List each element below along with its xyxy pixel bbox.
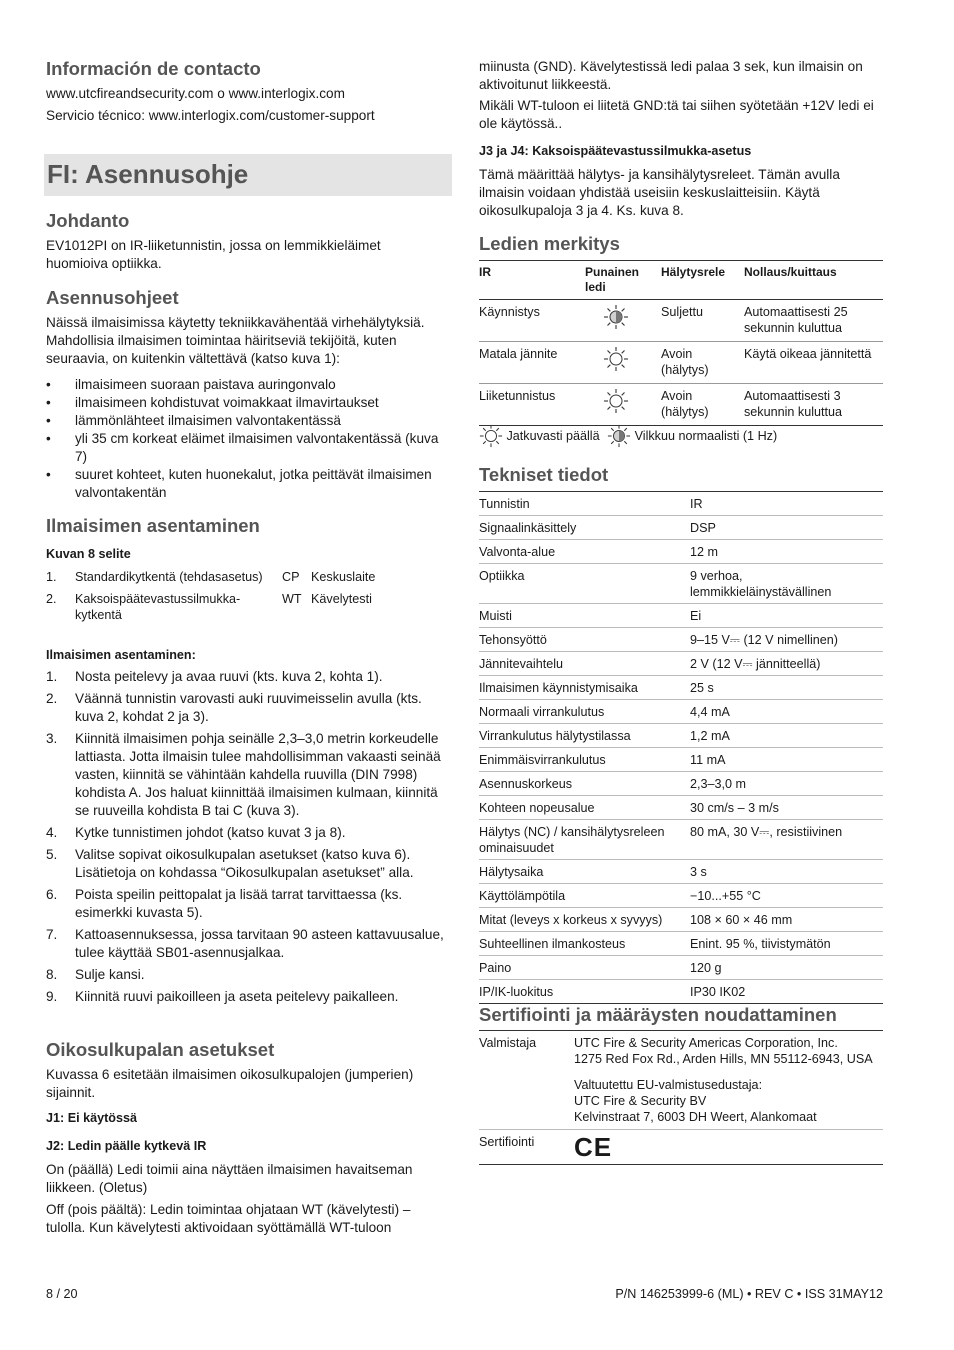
table-row <box>479 980 883 1004</box>
mounting-heading: Ilmaisimen asentaminen <box>46 515 260 536</box>
table-row <box>479 908 883 932</box>
table-row <box>479 932 883 956</box>
table-row <box>479 652 883 676</box>
table-row <box>479 796 883 820</box>
manufacturer-address: 1275 Red Fox Rd., Arden Hills, MN 55112-6943, USA <box>574 1052 873 1066</box>
table-row: Matala jännite Avoin (hälytys) Käytä oikeaa jännitettä <box>479 342 883 384</box>
continued-text: miinusta (GND). Kävelytestissä ledi palaa 3 sek, kun ilmaisin on aktivoitunut liikkeestä. <box>479 59 863 92</box>
spec-label: Kohteen nopeusalue <box>479 796 690 820</box>
spec-label: Normaali virrankulutus <box>479 700 690 724</box>
list-item: 7. Kattoasennuksessa, jossa tarvitaan 90 asteen kattavuusalue, tulee käyttää SB01-asennusjalkaa. <box>46 927 444 960</box>
legend-steady-label: Jatkuvasti päällä <box>506 429 600 443</box>
spec-label: Mitat (leveys x korkeus x syvyys) <box>479 908 690 932</box>
intro-text: EV1012PI on IR-liiketunnistin, jossa on lemmikkieläimet huomioiva optiikka. <box>46 238 381 271</box>
mounting-steps <box>46 668 452 1006</box>
spec-value: 120 g <box>690 956 883 980</box>
spec-value: 9 verhoa, lemmikkieläinystävällinen <box>690 564 883 604</box>
j2-on-text: On (päällä) Ledi toimii aina näyttäen ilmaisimen havaitseman liikkeen. (Oletus) <box>46 1162 413 1195</box>
eu-rep-address: Kelvinstraat 7, 6003 DH Weert, Alankomaat <box>574 1110 817 1124</box>
spec-value: 9–15 V⎓ (12 V nimellinen) <box>690 628 883 652</box>
steady-sun-icon <box>479 424 503 448</box>
spec-label: Suhteellinen ilmankosteus <box>479 932 690 956</box>
blinking-sun-icon <box>603 304 629 330</box>
spec-value: 80 mA, 30 V⎓, resistiivinen <box>690 820 883 860</box>
j1-title: J1: Ei käytössä <box>46 1111 138 1125</box>
spec-label: IP/IK-luokitus <box>479 980 690 1004</box>
table-row <box>479 516 883 540</box>
spec-value: 12 m <box>690 540 883 564</box>
spec-label: Valvonta-alue <box>479 540 690 564</box>
spec-value: Enint. 95 %, tiivistymätön <box>690 932 883 956</box>
table-row <box>479 820 883 860</box>
table-row <box>479 724 883 748</box>
list-item: 5. Valitse sopivat oikosulkupalan asetukset (katso kuva 6). Lisätietoja on kohdassa “Oikosulkupalan asetukset” alla. <box>46 847 414 880</box>
specs-table <box>479 491 883 1004</box>
jumpers-text: Kuvassa 6 esitetään ilmaisimen oikosulkupalojen (jumperien) sijainnit. <box>46 1067 414 1100</box>
spec-value: 3 s <box>690 860 883 884</box>
spec-value: IR <box>690 492 883 516</box>
cert-heading: Sertifiointi ja määräysten noudattaminen <box>479 1004 837 1025</box>
table-row <box>479 860 883 884</box>
legend-title: Kuvan 8 selite <box>46 547 131 561</box>
list-item: • lämmönlähteet ilmaisimen valvontakentässä <box>46 413 341 428</box>
continued-text-2: Mikäli WT-tuloon ei liitetä GND:tä tai siihen syötetään +12V ledi ei ole käytössä.. <box>479 98 874 131</box>
guidelines-text: Näissä ilmaisimissa käytetty tekniikkavähentää virhehälytyksiä. Mahdollisia ilmaisimen toimintaa häiritseviä tekijöitä, kuten seuraavia, on kuitenkin vältettävä (katso kuva 1): <box>46 315 425 366</box>
steady-sun-icon <box>603 388 629 414</box>
guidelines-heading: Asennusohjeet <box>46 287 179 308</box>
list-item: 8. Sulje kansi. <box>46 967 145 982</box>
steps-title: Ilmaisimen asentaminen: <box>46 648 196 662</box>
table-row <box>479 1031 883 1072</box>
spec-label: Hälytys (NC) / kansihälytysreleen ominaisuudet <box>479 820 690 860</box>
cert-label: Sertifiointi <box>479 1130 574 1165</box>
spec-value: 4,4 mA <box>690 700 883 724</box>
spec-value: IP30 IK02 <box>690 980 883 1004</box>
section-banner <box>44 154 452 196</box>
spec-label: Virrankulutus hälytystilassa <box>479 724 690 748</box>
legend-blink-label: Vilkkuu normaalisti (1 Hz) <box>634 429 778 443</box>
spec-label: Asennuskorkeus <box>479 772 690 796</box>
table-row <box>479 1071 883 1130</box>
spec-label: Jännitevaihtelu <box>479 652 690 676</box>
spec-value: DSP <box>690 516 883 540</box>
section-title: FI: Asennusohje <box>47 159 249 189</box>
table-row <box>479 492 883 516</box>
table-row <box>479 1130 883 1165</box>
table-row <box>479 772 883 796</box>
table-row <box>479 884 883 908</box>
page-number: 8 / 20 <box>46 1287 78 1301</box>
spec-label: Enimmäisvirrankulutus <box>479 748 690 772</box>
list-item: 9. Kiinnitä ruuvi paikoilleen ja aseta peitelevy paikalleen. <box>46 989 399 1004</box>
list-item: • yli 35 cm korkeat eläimet ilmaisimen valvontakentässä (kuva 7) <box>46 431 439 464</box>
spec-label: Käyttölämpötila <box>479 884 690 908</box>
list-item: • suuret kohteet, kuten huonekalut, jotka peittävät ilmaisimen valvontakentän <box>46 467 432 500</box>
spec-value: 108 × 60 × 46 mm <box>690 908 883 932</box>
spec-label: Muisti <box>479 604 690 628</box>
spec-label: Optiikka <box>479 564 690 604</box>
table-row <box>479 700 883 724</box>
j2-title: J2: Ledin päälle kytkevä IR <box>46 1139 207 1153</box>
spec-label: Signaalinkäsittely <box>479 516 690 540</box>
list-item: • ilmaisimeen suoraan paistava auringonvalo <box>46 377 336 392</box>
led-legend <box>479 424 883 448</box>
intro-heading: Johdanto <box>46 210 130 231</box>
ce-mark: CE <box>574 1132 613 1162</box>
list-item: • ilmaisimeen kohdistuvat voimakkaat ilmavirtaukset <box>46 395 379 410</box>
table-row: Liiketunnistus Avoin (hälytys) Automaattisesti 3 sekunnin kuluttua <box>479 384 883 426</box>
list-item: 3. Kiinnitä ilmaisimen pohja seinälle 2,3–3,0 metrin korkeudelle lattiasta. Jotta ilmaisin tulee mahdollisimman vakaasti seinää vasten, kiinnitä se vähintään kahdella ruuvilla (DIN 7998) kohdista A. Jos haluat kiinnittää ilmaisimen kulmaan, kiinnitä se ruuveilla kohdista B tai C (kuva 3). <box>46 731 441 818</box>
eu-rep-label: Valtuutettu EU-valmistusedustaja: <box>574 1078 763 1092</box>
contact-service: Servicio técnico: www.interlogix.com/customer-support <box>46 108 375 123</box>
spec-label: Ilmaisimen käynnistymisaika <box>479 676 690 700</box>
guidelines-list <box>46 376 452 502</box>
list-item: 4. Kytke tunnistimen johdot (katso kuvat 3 ja 8). <box>46 825 346 840</box>
spec-label: Tehonsyöttö <box>479 628 690 652</box>
list-item: 2. Väännä tunnistin varovasti auki ruuvimeisselin avulla (kts. kuva 2, kohdat 2 ja 3). <box>46 691 422 724</box>
spec-value: 2 V (12 V⎓ jännitteellä) <box>690 652 883 676</box>
bullet-mark: • <box>46 467 51 482</box>
table-row: 1. Standardikytkentä (tehdasasetus) CP Keskuslaite <box>46 570 376 584</box>
spec-value: 1,2 mA <box>690 724 883 748</box>
table-row <box>479 628 883 652</box>
list-item: 6. Poista speilin peittopalat ja lisää tarrat tarvittaessa (ks. esimerkki kuvasta 5). <box>46 887 403 920</box>
bullet-mark: • <box>46 413 51 428</box>
contact-heading: Información de contacto <box>46 58 261 79</box>
spec-label: Hälytysaika <box>479 860 690 884</box>
table-row: 2. Kaksoispäätevastussilmukka-kytkentä WT Kävelytesti <box>46 592 372 622</box>
part-number: P/N 146253999-6 (ML) • REV C • ISS 31MAY12 <box>615 1287 883 1301</box>
leds-table <box>479 260 883 426</box>
spec-value: −10...+55 °C <box>690 884 883 908</box>
spec-label: Paino <box>479 956 690 980</box>
spec-value: 2,3–3,0 m <box>690 772 883 796</box>
table-row <box>479 748 883 772</box>
table-row <box>479 956 883 980</box>
table-row <box>479 564 883 604</box>
spec-label: Tunnistin <box>479 492 690 516</box>
blinking-sun-icon <box>607 424 631 448</box>
cert-table <box>479 1030 883 1165</box>
eu-rep-name: UTC Fire & Security BV <box>574 1094 707 1108</box>
jumpers-heading: Oikosulkupalan asetukset <box>46 1039 275 1060</box>
specs-heading: Tekniset tiedot <box>479 464 609 485</box>
j3j4-text: Tämä määrittää hälytys- ja kansihälytysreleet. Tämän avulla ilmaisin voidaan yhdistää useisiin keskuslaitteisiin. Käytä oikosulkupaloja 3 ja 4. Ks. kuva 8. <box>479 167 840 218</box>
bullet-mark: • <box>46 431 51 446</box>
spec-value: Ei <box>690 604 883 628</box>
manufacturer-label: Valmistaja <box>479 1036 537 1050</box>
table-row <box>479 676 883 700</box>
table-row <box>479 604 883 628</box>
spec-value: 11 mA <box>690 748 883 772</box>
list-item: 1. Nosta peitelevy ja avaa ruuvi (kts. kuva 2, kohta 1). <box>46 669 383 684</box>
table-row: Käynnistys Suljettu Automaattisesti 25 sekunnin kuluttua <box>479 300 883 342</box>
leds-heading: Ledien merkitys <box>479 233 620 254</box>
spec-value: 25 s <box>690 676 883 700</box>
table-row <box>479 540 883 564</box>
table-header-row: IR Punainen ledi Hälytysrele Nollaus/kuittaus <box>479 261 883 300</box>
spec-value: 30 cm/s – 3 m/s <box>690 796 883 820</box>
figure-legend-table <box>46 569 452 629</box>
bullet-mark: • <box>46 377 51 392</box>
manufacturer-name: UTC Fire & Security Americas Corporation, Inc. <box>574 1036 838 1050</box>
bullet-mark: • <box>46 395 51 410</box>
j2-off-text: Off (pois päältä): Ledin toimintaa ohjataan WT (kävelytesti) –tulolla. Kun kävelytesti aktivoidaan syöttämällä WT-tuloon <box>46 1202 411 1235</box>
j3j4-title: J3 ja J4: Kaksoispäätevastussilmukka-asetus <box>479 144 752 158</box>
steady-sun-icon <box>603 346 629 372</box>
contact-web: www.utcfireandsecurity.com o www.interlogix.com <box>46 86 345 101</box>
